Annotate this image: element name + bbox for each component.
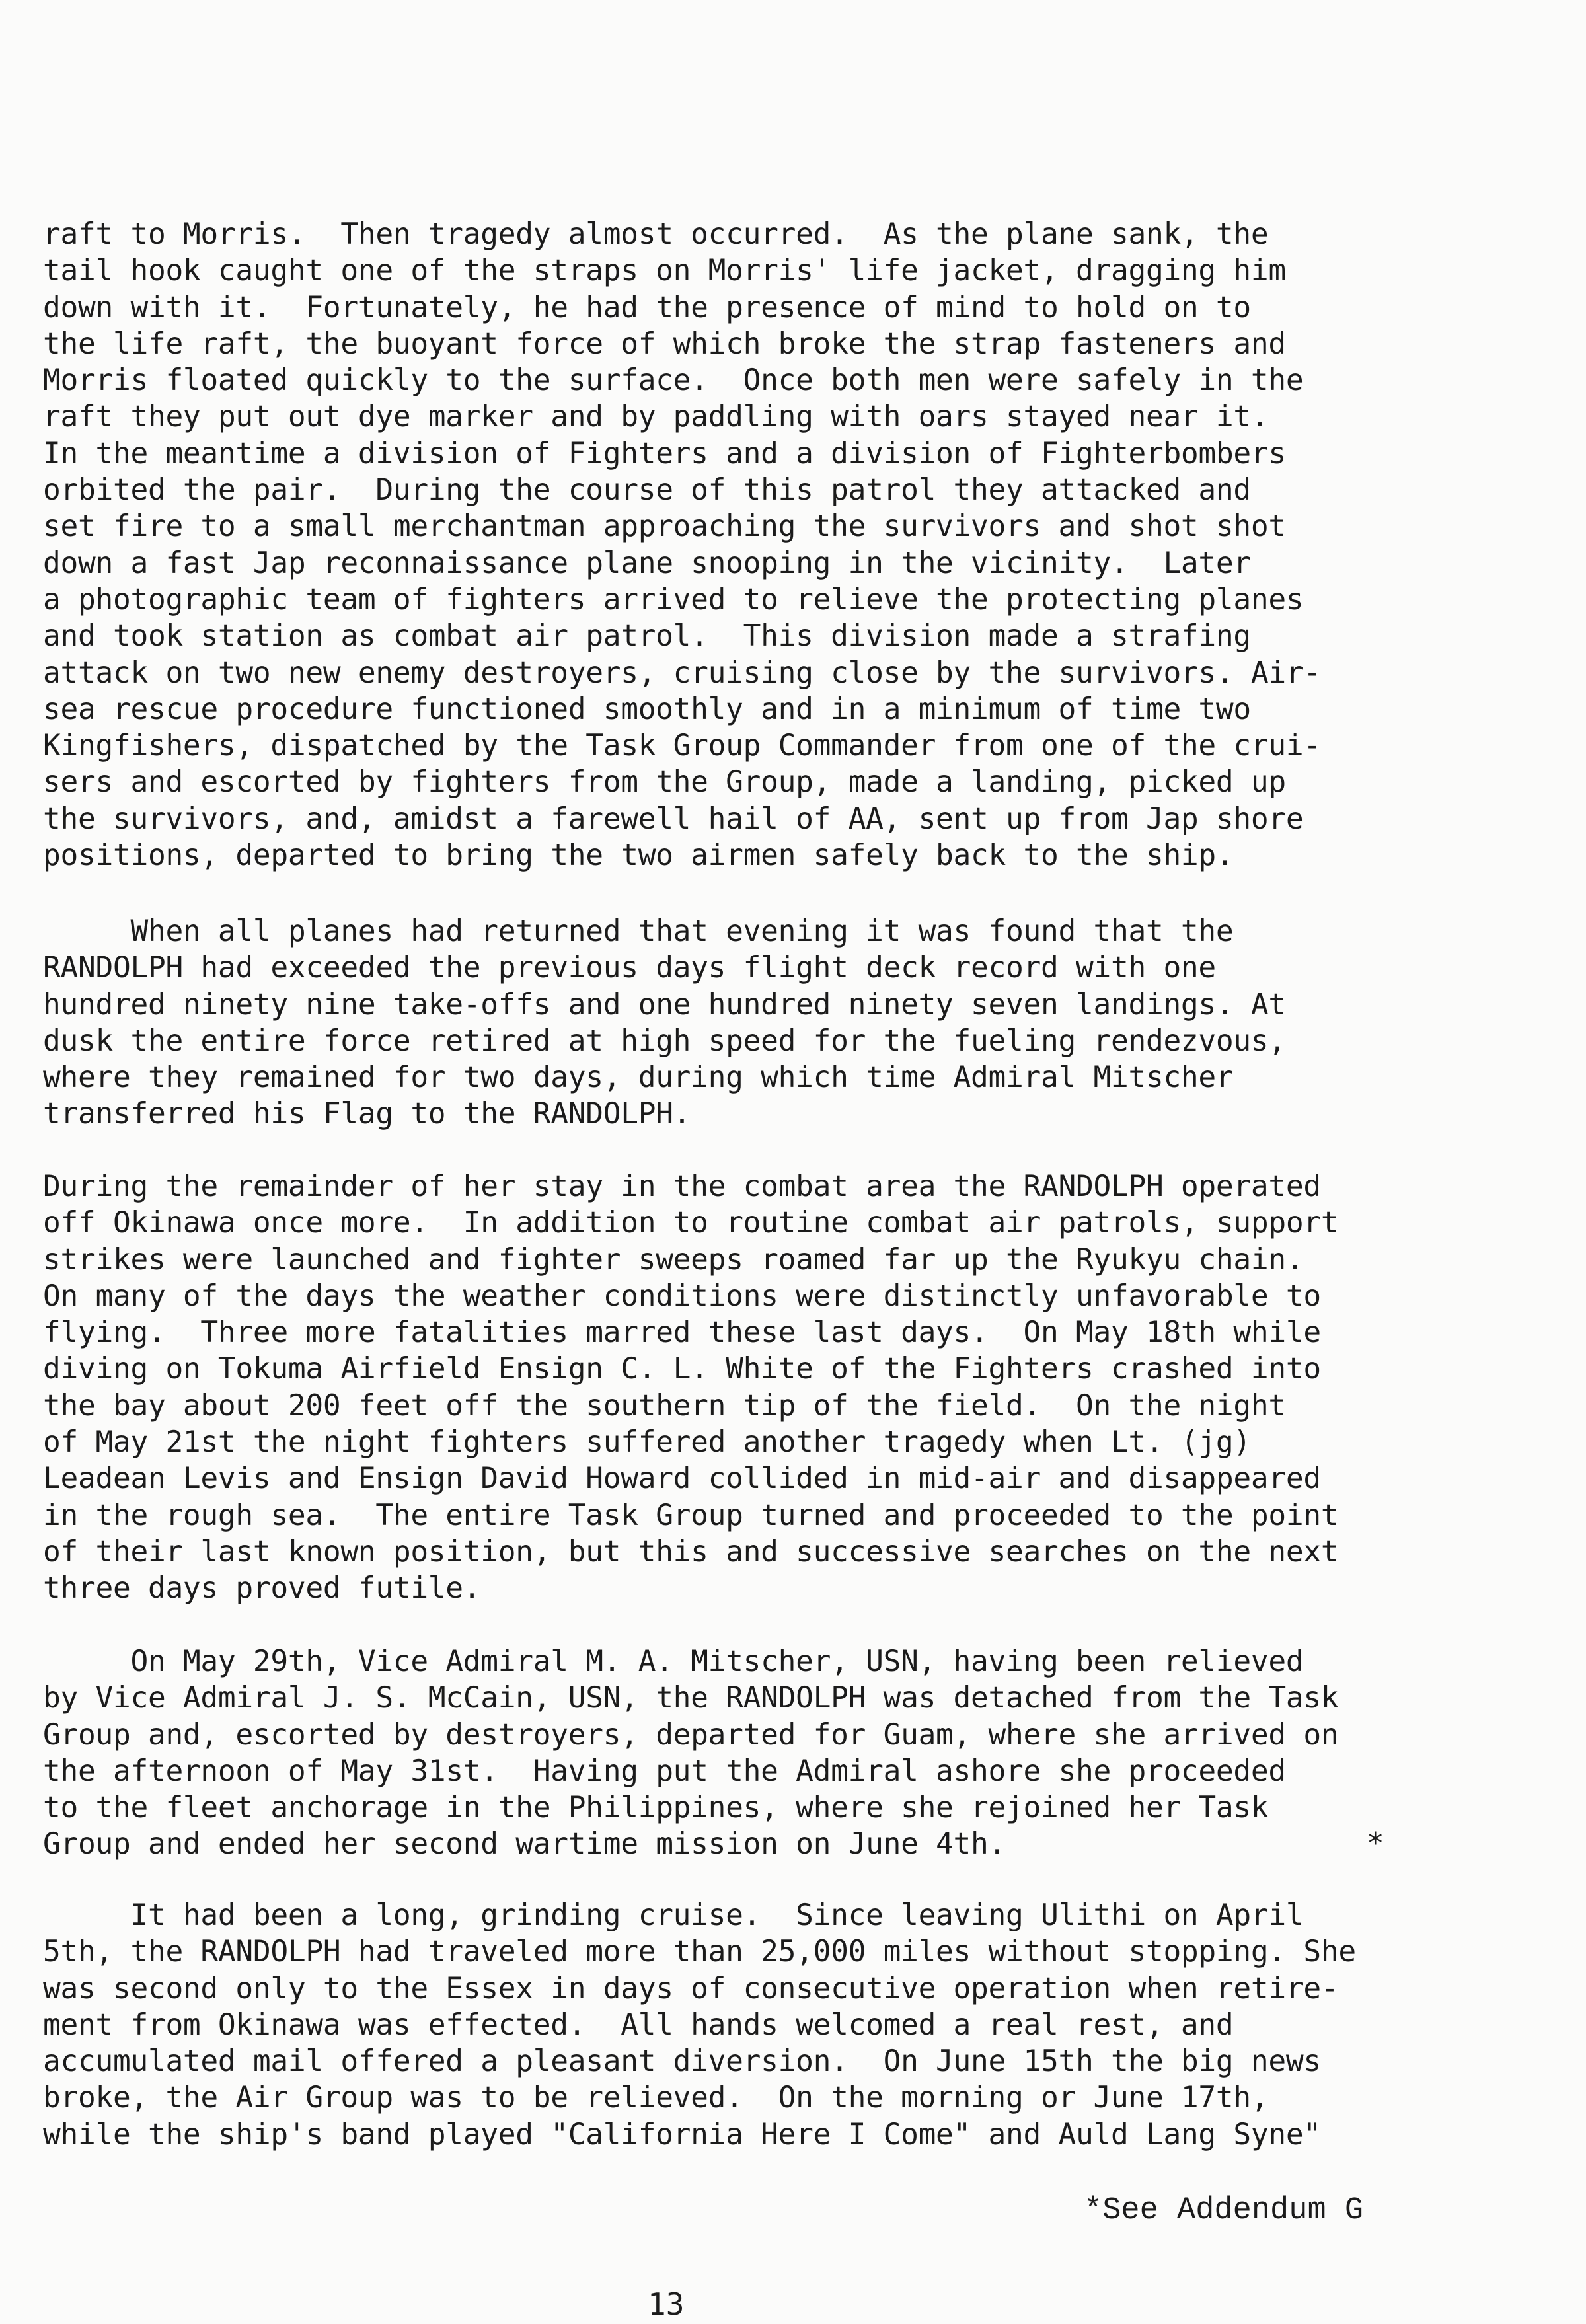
text-line: where they remained for two days, during which time Admiral Mitscher <box>43 1061 1234 1095</box>
text-line: off Okinawa once more. In addition to routine combat air patrols, support <box>43 1206 1339 1240</box>
text-line: When all planes had returned that evening it was found that the <box>43 915 1234 948</box>
text-line: and took station as combat air patrol. This division made a strafing <box>43 619 1251 654</box>
paragraph-flight-record <box>43 913 1417 1133</box>
text-line: broke, the Air Group was to be relieved. On the morning or June 17th, <box>43 2081 1269 2115</box>
text-line: a photographic team of fighters arrived to relieve the protecting planes <box>43 582 1304 617</box>
text-line: 5th, the RANDOLPH had traveled more than 25,000 miles without stopping. She <box>43 1935 1356 1969</box>
text-line: On May 29th, Vice Admiral M. A. Mitscher, USN, having been relieved <box>43 1645 1304 1678</box>
text-line: dusk the entire force retired at high speed for the fueling rendezvous, <box>43 1024 1286 1058</box>
text-line: In the meantime a division of Fighters and a division of Fighterbombers <box>43 436 1286 470</box>
text-line: down a fast Jap reconnaissance plane snooping in the vicinity. Later <box>43 546 1251 580</box>
paragraph-okinawa <box>43 1168 1417 1607</box>
text-line: to the fleet anchorage in the Philippines, where she rejoined her Task <box>43 1791 1269 1825</box>
text-line: strikes were launched and fighter sweeps roamed far up the Ryukyu chain. <box>43 1242 1304 1277</box>
text-line: Group and ended her second wartime mission on June 4th. <box>43 1827 1006 1861</box>
text-line: while the ship's band played "California Here I Come" and Auld Lang Syne" <box>43 2117 1321 2152</box>
text-line: sea rescue procedure functioned smoothly and in a minimum of time two <box>43 692 1251 726</box>
text-line: of May 21st the night fighters suffered another tragedy when Lt. (jg) <box>43 1425 1251 1460</box>
page-number: 13 <box>648 2286 685 2322</box>
text-line: Group and, escorted by destroyers, departed for Guam, where she arrived on <box>43 1717 1339 1752</box>
footnote-marker: * <box>1367 1826 1384 1860</box>
text-line: attack on two new enemy destroyers, cruising close by the survivors. Air- <box>43 656 1321 690</box>
text-line: accumulated mail offered a pleasant diversion. On June 15th the big news <box>43 2044 1321 2079</box>
text-line: RANDOLPH had exceeded the previous days flight deck record with one <box>43 951 1216 985</box>
text-line: diving on Tokuma Airfield Ensign C. L. White of the Fighters crashed into <box>43 1352 1321 1386</box>
text-line: raft they put out dye marker and by paddling with oars stayed near it. <box>43 400 1269 434</box>
text-line: Morris floated quickly to the surface. Once both men were safely in the <box>43 363 1304 398</box>
text-line: Leadean Levis and Ensign David Howard collided in mid-air and disappeared <box>43 1462 1321 1496</box>
paragraph-rescue <box>43 216 1417 874</box>
text-line: Kingfishers, dispatched by the Task Group Commander from one of the crui- <box>43 729 1321 763</box>
text-line: the afternoon of May 31st. Having put the Admiral ashore she proceeded <box>43 1754 1286 1788</box>
text-line: orbited the pair. During the course of this patrol they attacked and <box>43 473 1251 507</box>
text-line: the life raft, the buoyant force of which broke the strap fasteners and <box>43 326 1286 361</box>
text-line: was second only to the Essex in days of consecutive operation when retire- <box>43 1971 1339 2005</box>
text-line: transferred his Flag to the RANDOLPH. <box>43 1097 691 1131</box>
text-line: positions, departed to bring the two airmen safely back to the ship. <box>43 839 1234 873</box>
footnote: *See Addendum G <box>1084 2193 1364 2228</box>
text-line: raft to Morris. Then tragedy almost occurred. As the plane sank, the <box>43 217 1269 251</box>
text-line: During the remainder of her stay in the combat area the RANDOLPH operated <box>43 1170 1321 1203</box>
text-line: of their last known position, but this and successive searches on the next <box>43 1534 1339 1569</box>
text-line: It had been a long, grinding cruise. Since leaving Ulithi on April <box>43 1898 1304 1932</box>
text-line: ment from Okinawa was effected. All hands welcomed a real rest, and <box>43 2007 1234 2042</box>
text-line: flying. Three more fatalities marred these last days. On May 18th while <box>43 1316 1321 1350</box>
text-line: tail hook caught one of the straps on Morris' life jacket, dragging him <box>43 254 1286 288</box>
paragraph-mitscher <box>43 1643 1417 1863</box>
text-line: in the rough sea. The entire Task Group turned and proceeded to the point <box>43 1498 1339 1532</box>
text-line: set fire to a small merchantman approaching the survivors and shot shot <box>43 509 1286 544</box>
text-line: down with it. Fortunately, he had the presence of mind to hold on to <box>43 290 1251 324</box>
text-line: by Vice Admiral J. S. McCain, USN, the RANDOLPH was detached from the Task <box>43 1681 1339 1715</box>
text-line: sers and escorted by fighters from the Group, made a landing, picked up <box>43 765 1286 800</box>
text-line: On many of the days the weather conditions were distinctly unfavorable to <box>43 1279 1321 1313</box>
text-line: the survivors, and, amidst a farewell hail of AA, sent up from Jap shore <box>43 802 1304 836</box>
paragraph-long-cruise <box>43 1897 1417 2153</box>
text-line: three days proved futile. <box>43 1571 481 1606</box>
text-line: hundred ninety nine take-offs and one hundred ninety seven landings. At <box>43 987 1286 1022</box>
text-line: the bay about 200 feet off the southern tip of the field. On the night <box>43 1388 1286 1423</box>
